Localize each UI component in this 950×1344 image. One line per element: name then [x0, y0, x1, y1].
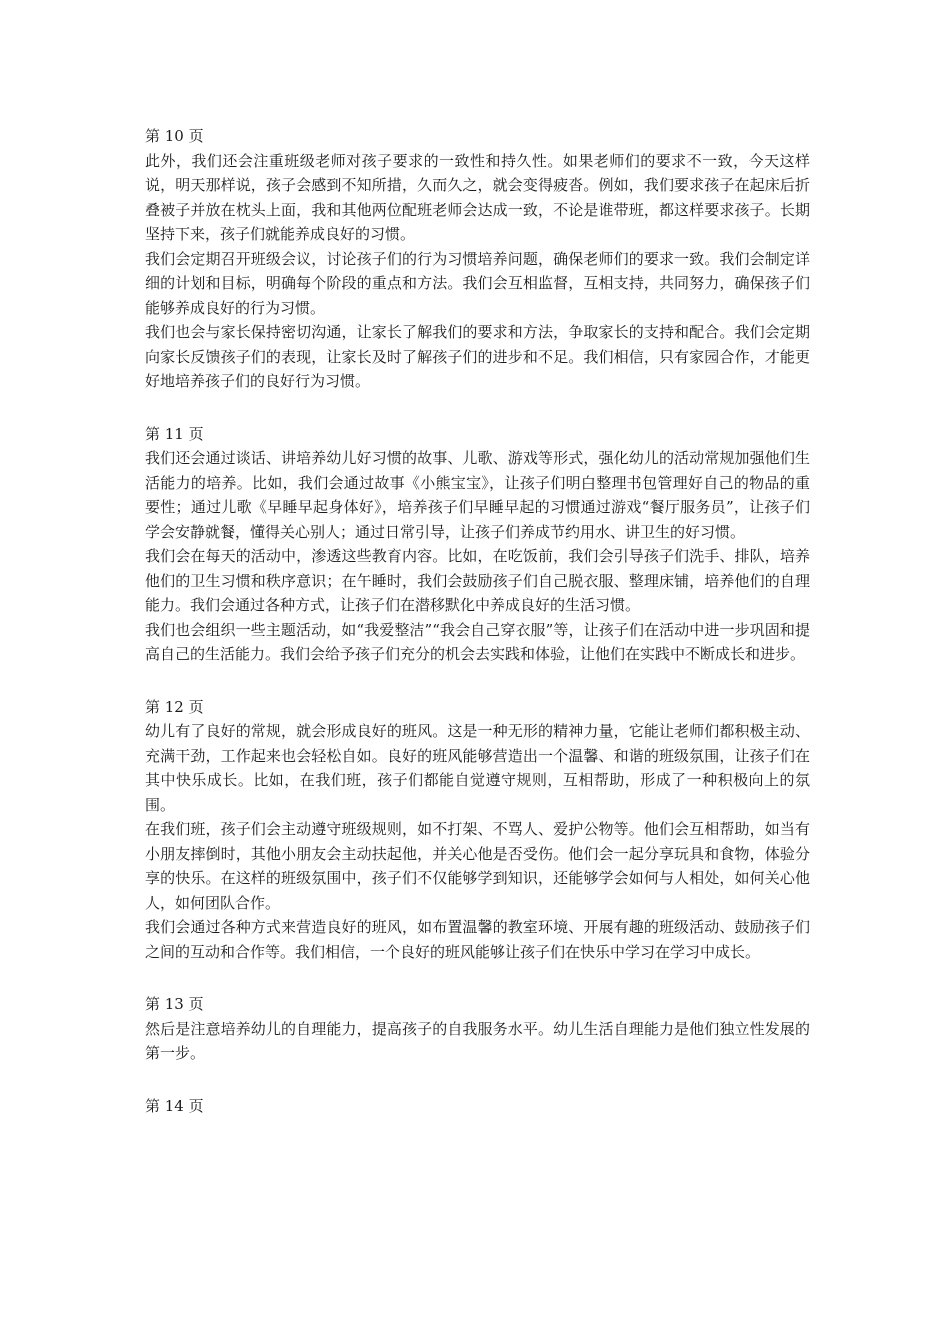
paragraph: 我们会在每天的活动中，渗透这些教育内容。比如，在吃饭前，我们会引导孩子们洗手、排队，培养他们的卫生习惯和秩序意识；在午睡时，我们会鼓励孩子们自己脱衣服、整理床铺，培养他们的自理能力。我们会通过各种方式，让孩子们在潜移默化中养成良好的生活习惯。: [145, 547, 810, 614]
paragraph: 幼儿有了良好的常规，就会形成良好的班风。这是一种无形的精神力量，它能让老师们都积极主动、充满干劲，工作起来也会轻松自如。良好的班风能够营造出一个温馨、和谐的班级氛围，让孩子们在其中快乐成长。比如，在我们班，孩子们都能自觉遵守规则，互相帮助，形成了一种积极向上的氛围。: [145, 722, 810, 814]
paragraph: 我们会定期召开班级会议，讨论孩子们的行为习惯培养问题，确保老师们的要求一致。我们会制定详细的计划和目标，明确每个阶段的重点和方法。我们会互相监督，互相支持，共同努力，确保孩子们能够养成良好的行为习惯。: [145, 249, 810, 317]
paragraph: 我们会通过各种方式来营造良好的班风，如布置温馨的教室环境、开展有趣的班级活动、鼓励孩子们之间的互动和合作等。我们相信，一个良好的班风能够让孩子们在快乐中学习在学习中成长。: [145, 918, 810, 961]
page-section-10: [145, 124, 810, 394]
paragraph: 此外，我们还会注重班级老师对孩子要求的一致性和持久性。如果老师们的要求不一致，今天这样说，明天那样说，孩子会感到不知所措，久而久之，就会变得疲沓。例如，我们要求孩子在起床后折叠被子并放在枕头上面，我和其他两位配班老师会达成一致，不论是谁带班，都这样要求孩子。长期坚持下来，孩子们就能养成良好的习惯。: [145, 151, 810, 243]
paragraph: 我们也会与家长保持密切沟通，让家长了解我们的要求和方法，争取家长的支持和配合。我们会定期向家长反馈孩子们的表现，让家长及时了解孩子们的进步和不足。我们相信，只有家园合作，才能更好地培养孩子们的良好行为习惯。: [145, 323, 810, 390]
paragraph: 我们也会组织一些主题活动，如“我爱整洁”“我会自己穿衣服”等，让孩子们在活动中进一步巩固和提高自己的生活能力。我们会给予孩子们充分的机会去实践和体验，让他们在实践中不断成长和进步。: [145, 620, 810, 663]
page-section-11: [145, 422, 810, 667]
paragraph: 在我们班，孩子们会主动遵守班级规则，如不打架、不骂人、爱护公物等。他们会互相帮助，如当有小朋友摔倒时，其他小朋友会主动扶起他，并关心他是否受伤。他们会一起分享玩具和食物，体验分享的快乐。在这样的班级氛围中，孩子们不仅能够学到知识，还能够学会如何与人相处，如何关心他人，如何团队合作。: [145, 820, 810, 912]
page-number-label: 第 11 页: [145, 424, 204, 443]
paragraph: 然后是注意培养幼儿的自理能力，提高孩子的自我服务水平。幼儿生活自理能力是他们独立性发展的第一步。: [145, 1019, 810, 1062]
page-number-label: 第 10 页: [145, 127, 204, 145]
page-section-13: [145, 992, 810, 1066]
page-section-14: [145, 1094, 810, 1119]
document-body: [145, 124, 810, 1146]
page-number-label: 第 14 页: [145, 1096, 204, 1115]
page-number-label: 第 13 页: [145, 995, 204, 1013]
page-section-12: [145, 695, 810, 965]
page-number-label: 第 12 页: [145, 697, 204, 716]
paragraph: 我们还会通过谈话、讲培养幼儿好习惯的故事、儿歌、游戏等形式，强化幼儿的活动常规加强他们生活能力的培养。比如，我们会通过故事《小熊宝宝》，让孩子们明白整理书包管理好自己的物品的重要性；通过儿歌《早睡早起身体好》，培养孩子们早睡早起的习惯通过游戏“餐厅服务员”，让孩子们学会安静就餐，懂得关心别人；通过日常引导，让孩子们养成节约用水、讲卫生的好习惯。: [145, 449, 810, 541]
